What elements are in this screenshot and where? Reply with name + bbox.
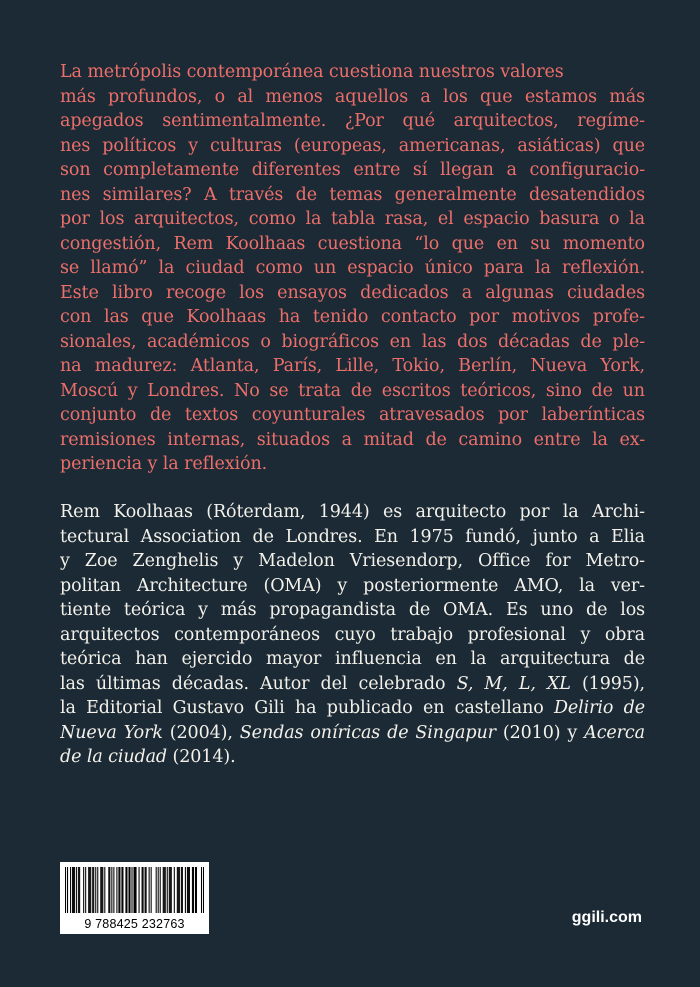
barcode-bar (196, 867, 197, 913)
barcode-bar (149, 867, 150, 913)
barcode-bar (160, 867, 161, 913)
barcode-bar (156, 867, 157, 913)
book-title-delirio: Nueva York (60, 722, 163, 743)
barcode-bar (182, 867, 183, 913)
barcode-bar (122, 867, 123, 913)
barcode-bar (89, 867, 90, 913)
barcode-bar (88, 867, 89, 913)
description-line: periencia y la reflexión. (60, 454, 268, 474)
barcode-bar (169, 867, 170, 913)
barcode-bar (203, 867, 204, 913)
barcode-bar (133, 867, 134, 913)
bio-line-text: teórica han ejercido mayor influencia en la arquitectura de (60, 649, 645, 669)
book-year: (2004), (162, 722, 240, 743)
barcode-bar (146, 867, 147, 913)
bio-line (60, 549, 645, 574)
barcode-bar (187, 867, 188, 913)
barcode-bar (151, 867, 152, 913)
isbn-number: 9 788425 232763 (84, 917, 185, 931)
bio-line (60, 525, 645, 550)
barcode-bar (139, 867, 140, 913)
book-title-sml: S, M, L, XL (456, 673, 571, 694)
description-line: conjunto de textos coyunturales atravesados por laberínticas (60, 405, 645, 425)
bio-line-text: la Editorial Gustavo Gili ha publicado en castellano (60, 698, 554, 718)
publisher-website[interactable]: ggili.com (571, 909, 642, 926)
barcode-bar (101, 867, 102, 913)
barcode-bar (67, 867, 68, 913)
barcode-bar (170, 867, 171, 913)
barcode-bar (83, 867, 84, 913)
barcode-bar (93, 867, 94, 913)
barcode-bar (193, 867, 194, 913)
barcode-bar (119, 867, 120, 913)
barcode-bar (121, 867, 122, 913)
bio-line (60, 745, 645, 770)
barcode-bar (79, 867, 80, 913)
description-line: na madurez: Atlanta, París, Lille, Tokio, Berlín, Nueva York, (60, 356, 645, 376)
bio-line-text: tectural Association de Londres. En 1975 fundó, junto a Elia (60, 526, 645, 547)
description-line: apegados sentimentalmente. ¿Por qué arquitectos, regíme- (60, 111, 645, 131)
barcode-bar (78, 867, 79, 913)
bio-line-text: Rem Koolhaas (Róterdam, 1944) es arquitecto por la Archi- (60, 502, 645, 522)
bio-line (60, 696, 645, 721)
barcode-bar (142, 867, 143, 913)
description-line: se llamó” la ciudad como un espacio único para la reflexión. (60, 258, 645, 278)
barcode-bar (165, 867, 166, 913)
barcode-bar (178, 867, 179, 913)
barcode-bar (85, 867, 86, 913)
barcode-bar (145, 867, 146, 913)
barcode-bar (104, 867, 105, 913)
barcode-bar (163, 867, 164, 913)
isbn-barcode (60, 862, 209, 934)
barcode-bar (136, 867, 137, 913)
barcode-bar (76, 867, 77, 913)
barcode-bar (167, 867, 168, 913)
barcode-bar (135, 867, 136, 913)
barcode-bar (179, 867, 180, 913)
barcode-bar (128, 867, 129, 913)
barcode-bar (90, 867, 91, 913)
barcode-bar (177, 867, 178, 913)
barcode-bar (131, 867, 132, 913)
barcode-bar (95, 867, 96, 913)
barcode-bar (116, 867, 117, 913)
barcode-bar (164, 867, 165, 913)
book-description (60, 60, 645, 477)
description-line: remisiones internas, situados a mitad de camino entre la ex- (60, 429, 645, 450)
barcode-bar (92, 867, 93, 913)
barcode-bar (118, 867, 119, 913)
bio-line-text: arquitectos contemporáneos cuyo trabajo profesional y obra (60, 624, 645, 645)
bio-line (60, 647, 645, 672)
barcode-bar (143, 867, 144, 913)
barcode-bar (97, 867, 98, 913)
description-line: nes similares? A través de temas generalmente desatendidos (60, 184, 645, 205)
book-title-acerca: de la ciudad (60, 747, 168, 767)
description-line: sionales, académicos o biográficos en las dos décadas de ple- (60, 331, 645, 352)
book-title-delirio: Delirio de (553, 698, 645, 718)
barcode-bar (188, 867, 189, 913)
bio-line-text: politan Architecture (OMA) y posteriormente AMO, la ver- (60, 575, 645, 596)
description-line: La metrópolis contemporánea cuestiona nuestros valores (60, 62, 564, 82)
barcode-bar (126, 867, 127, 913)
bio-line (60, 500, 645, 525)
barcode-bar (201, 867, 202, 913)
description-line: nes políticos y culturas (europeas, americanas, asiáticas) que (60, 135, 645, 156)
author-bio (60, 500, 645, 770)
bio-line (60, 721, 645, 746)
description-line: son completamente diferentes entre sí llegan a configuracio- (60, 160, 645, 180)
book-year: (2014). (167, 747, 236, 767)
barcode-bar (125, 867, 126, 913)
barcode-bar (158, 867, 159, 913)
barcode-bar (108, 867, 109, 913)
book-year: (1995), (570, 673, 645, 694)
bio-line-text: tiente teórica y más propagandista de OMA. Es uno de los (60, 600, 645, 620)
barcode-bar (171, 867, 172, 913)
book-title-sendas: Sendas oníricas de Singapur (239, 722, 496, 743)
barcode-bar (189, 867, 190, 913)
barcode-bar (102, 867, 103, 913)
bio-line (60, 672, 645, 697)
barcode-bar (111, 867, 112, 913)
barcode-bar (192, 867, 193, 913)
barcode-bar (185, 867, 186, 913)
barcode-bar (195, 867, 196, 913)
bio-line-text: las últimas décadas. Autor del celebrado (60, 673, 457, 694)
barcode-bar (129, 867, 130, 913)
barcode-bar (65, 867, 66, 913)
barcode-bar (74, 867, 75, 913)
barcode-bars (65, 867, 204, 913)
barcode-bar (174, 867, 175, 913)
barcode-bar (109, 867, 110, 913)
barcode-bar (100, 867, 101, 913)
barcode-bar (72, 867, 73, 913)
bio-line (60, 598, 645, 623)
barcode-bar (181, 867, 182, 913)
book-year: (2010) y (495, 722, 585, 743)
bio-line (60, 623, 645, 648)
description-line: con las que Koolhaas ha tenido contacto por motivos profe- (60, 307, 645, 327)
book-title-acerca: Acerca (584, 722, 645, 743)
bio-line-text: y Zoe Zenghelis y Madelon Vriesendorp, Office for Metro- (60, 551, 645, 571)
description-line: Moscú y Londres. No se trata de escritos teóricos, sino de un (60, 380, 645, 401)
bio-line (60, 574, 645, 599)
barcode-bar (73, 867, 74, 913)
description-line: congestión, Rem Koolhaas cuestiona “lo que en su momento (60, 233, 645, 254)
description-line: Este libro recoge los ensayos dedicados a algunas ciudades (60, 282, 645, 303)
description-line: por los arquitectos, como la tabla rasa, el espacio basura o la (60, 209, 645, 229)
barcode-bar (70, 867, 71, 913)
barcode-bar (113, 867, 114, 913)
description-line: más profundos, o al menos aquellos a los que estamos más (60, 86, 645, 107)
